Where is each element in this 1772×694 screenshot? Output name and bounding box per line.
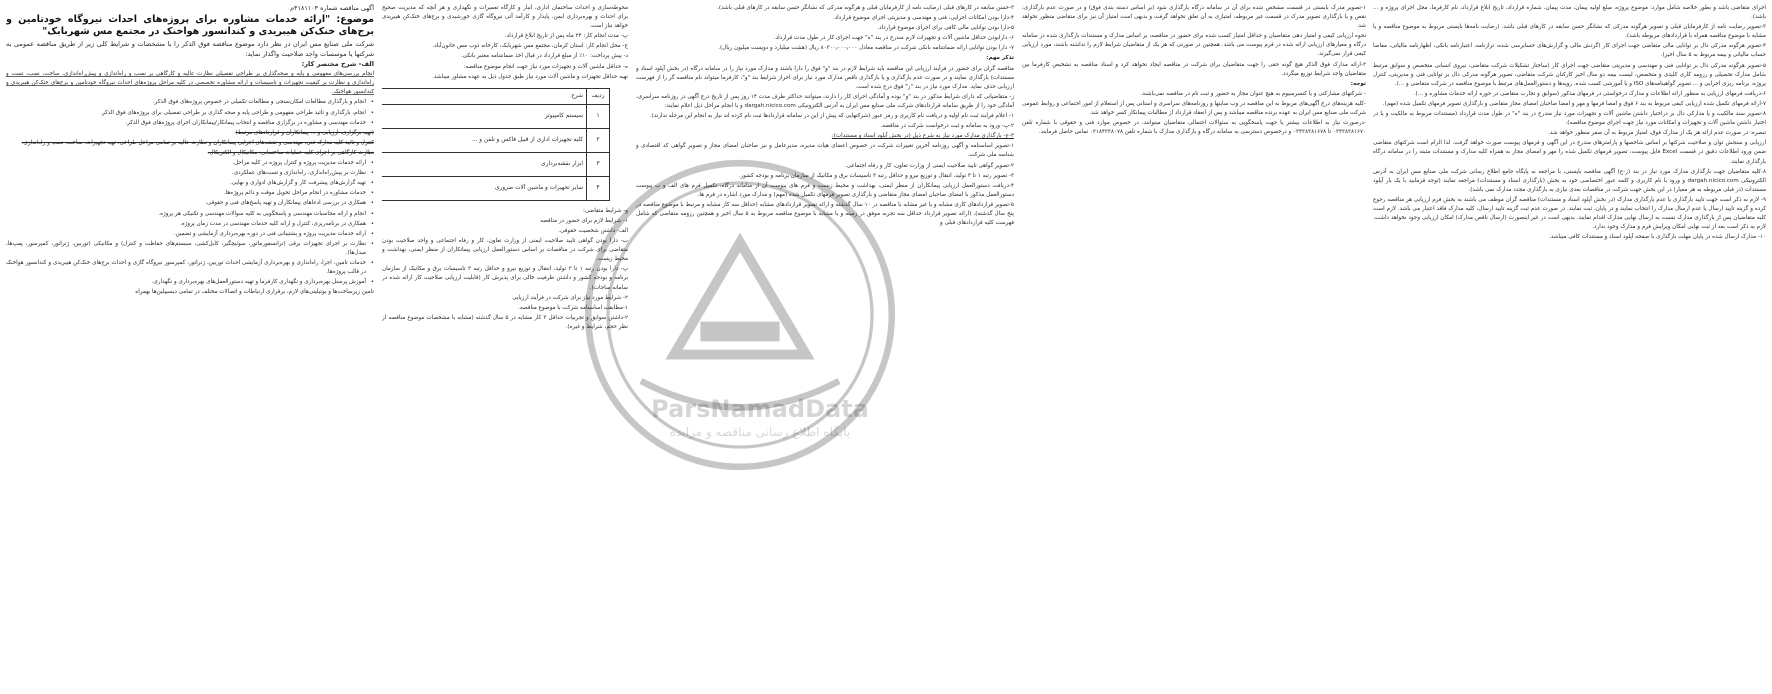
col4-para: تهیه حداقل تجهیزات و ماشین آلات مورد نیاز طبق جدول ذیل به عهده مشاور میباشد. (432, 73, 628, 80)
col4-para: ه- حداقل ماشین آلات و تجهیزات مورد نیاز جهت انجام موضوع مناقصه: (463, 63, 628, 70)
notice-title: موضوع: "ارائه خدمات مشاوره برای پروژه‌های احداث نیروگاه خودتامین و برج‌های خنک‌کن هیبریدی و کندانسور هواخنک در مجتمع مس شهربابک" (6, 14, 374, 38)
table-cell: ۲ (587, 128, 610, 152)
table-row (382, 176, 610, 200)
col4-para: ۲- شرایط مورد نیاز برای شرکت در فرآیند ارزیابی (512, 294, 628, 301)
col1-para: ۴-تصویر هرگونه مدرکی دال بر توانایی مالی متقاضی جهت اجرای کار (گردش مالی و گزارش‌های حسابرسی شده، ترازنامه، اعتبارنامه بانکی، اظهارنامه مالیاتی، مفاصا حساب مالیاتی و بیمه مربوط به ۵ سال اخیر). (1373, 43, 1766, 59)
col4-para: ۱- شرایط لازم برای حضور در مناقصه (540, 217, 628, 224)
list-item: • نظارت بر پیش‌راه‌اندازی، راه‌اندازی و تست‌های عملکردی. (6, 169, 374, 178)
table-cell: ۴ (587, 176, 610, 200)
list-item: • خدمات مشاوره در انجام مراحل تحویل موقت و دائم پروژه‌ها. (6, 189, 374, 198)
col1-para: ارزیابی و سنجش توان و صلاحیت شرکتها بر اساس شاخصها و پارامترهای مندرج در این آگهی و فرمهای پیوست صورت خواهد گرفت. لذا الزام است شرکتهای متقاضی ضمن ورود اطلاعات دقیق در قسمت Excel فایل پیوست، تصویر فرمهای تکمیل شده را مهر و امضای مجاز به همراه کلیه مدارک و مستندات مثبته را در سامانه درگاه بارگذاری نمایند. (1373, 140, 1766, 165)
col3-para: مناقصه گران برای حضور در فرآیند ارزیابی این مناقصه باید شرایط لازم در بند "و" فوق را دارا باشند و مدارک مورد نیاز را در سامانه درگاه (در بخش آپلود اسناد و مستندات) بارگذاری نمایند و در صورت عدم بارگذاری و یا بارگذاری ناقص مدارک مورد نیاز برای احراز شرایط بند "و"، کارفرما میتواند نام مناقصه گر را از فهرست ارزیابی حذف نماید. مدارک مورد نیاز در بند "ز" فوق درج شده است. (636, 65, 1014, 90)
list-item: • نظارت بر اجرای تجهیزات برقی (ترانسفورماتور، سوئیچگیر، کابل‌کشی، سیستم‌های حفاظت و کنترل) و مکانیکی (توربین، ژنراتور، کمپرسور، پمپ‌ها، مبدل‌ها). (6, 240, 374, 258)
table-cell: سایر تجهیزات و ماشین آلات ضروری (382, 176, 587, 200)
watermark-text: ParsNamadData (651, 395, 869, 423)
col1-para: ۶-دریافت فرمهای ارزیابی به منظور ارائه اطلاعات و مدارک درخواستی در فرمهای مذکور (سوابق و تجارب متقاضی در حوزه ارائه خدمات مشاوره و ...). (1413, 90, 1766, 97)
col4-para: د- پیش پرداخت: ۱۰٪ از مبلغ قرارداد در قبال اخذ ضمانتنامه معتبر بانکی. (460, 53, 628, 60)
list-item: • همکاری در برنامه‌ریزی، کنترل و ارائه کلیه خدمات مهندسی در مدت زمان پروژه. (6, 220, 374, 229)
col2-para: ۱-تصویر مدرک بایستی در قسمت مشخص شده برای آن در سامانه درگاه بارگذاری شود (بر اساس دسته بندی فوق) و در صورت عدم بارگذاری، نقص و یا بارگذاری تصویر مدرک در قسمت غیر مربوطه، امتیازی به آن تعلق نخواهد گرفت و بدیهی است امتیاز آن نیز برای متقاضی منظور نخواهد شد. (1022, 5, 1366, 30)
table-cell: کلیه تجهیزات اداری از قبیل فاکس و تلفن و ... (382, 128, 587, 152)
list-item: • آموزش پرسنل بهره‌برداری و نگهداری کارفرما و تهیه دستورالعمل‌های بهره‌برداری و نگهداری. (6, 278, 374, 287)
col3-para: ۳-ج- بارگذاری مدارک مورد نیاز به شرح ذیل (در بخش آپلود اسناد و مستندات): (831, 133, 1014, 140)
list-item: نظارت کارگاهی بر اجرای کلیه عملیات ساختمانی، مکانیکال و الکتریکال. (207, 149, 374, 156)
list-item: • خدمات تامین، اجرا، راه‌اندازی و بهره‌برداری آزمایشی احداث توربین، ژنراتور، کمپرسور نیروگاه گازی و احداث برج‌های خنک‌کن هیبریدی و کندانسور هواخنک در قالب پروژه‌ها. (6, 259, 374, 277)
col3-para: ز- متقاضیانی که دارای شرایط مذکور در بند "و" بوده و آمادگی اجرای کار را دارند، میتوانند حداکثر ظرف مدت ۱۴ روز پس از تاریخ درج آگهی در روزنامه سراسری، آمادگی خود را از طریق سامانه قراردادهای شرکت ملی صنایع مس ایران به آدرس الکترونیکی dargah.nicico.com و با انجام مراحل ذیل اعلام نمایند: (636, 93, 1014, 109)
col3-para: ۱- اعلام فرایند ثبت نام اولیه و دریافت نام کاربری و رمز عبور (شرکتهایی که پیش از این در سامانه قراردادها ثبت نام کرده اند نیاز به انجام این مرحله ندارند). (649, 113, 1014, 120)
col3-para: ۱-تصویر اساسنامه و آگهی روزنامه آخرین تغییرات شرکت در خصوص اعضای هیات مدیره، مدیرعامل و نیز صاحبان امضای مجاز و تصویر گواهی کد اقتصادی و شناسه ملی شرکت. (636, 143, 1014, 159)
col4-para: و- شرایط متقاضی: (583, 207, 628, 214)
col1-para: ۵-تصویر هرگونه مدرکی دال بر توانایی فنی و مهندسی و مدیریتی متقاضی جهت اجرای کار (ساختار تشکیلات شرکت متقاضی، نیروی انسانی متخصص و سوابق مرتبط شامل مدارک تحصیلی و رزومه کاری کلیدی و متخصص، لیست بیمه دو سال اخیر کارکنان شرکت متقاضی، تصویر هرگونه مدرکی دال بر توانایی فنی و مدیریتی، کنترل پروژه، برنامه ریزی اجرایی و ... تصویر گواهینامه‌های ISO و یا آموزشی کسب شده، رویه‌ها و دستورالعمل‌های مرتبط با موضوع مناقصه در شرکت متقاضی و ...). (1373, 62, 1766, 87)
col2-para: -کلیه هزینه‌های درج آگهی‌های مربوط به این مناقصه در وب سایتها و روزنامه‌های سراسری و استانی پس از استعلام از امور اجتماعی و روابط عمومی شرکت ملی صنایع مس ایران به عهده برنده مناقصه میباشد و پس از انعقاد قرارداد از مطالبات پیمانکار کسر خواهد شد. (1022, 100, 1366, 117)
col1-para: ۱۰- مدارک ارسال شده در پایان مهلت بارگذاری با صفحه آپلود اسناد و مستندات کافی میباشد. (1548, 234, 1766, 241)
table-cell: ۳ (587, 152, 610, 176)
col2-para: ۲-ارائه مدارک فوق الذکر هیچ گونه حقی را جهت متقاضیان برای شرکت در مناقصه ایجاد نخواهد کرد و اسناد مناقصه به تشخیص کارفرما بین متقاضیان واجد شرایط توزیع میگردد. (1022, 61, 1366, 77)
col3-para: ۶- دارابودن حداقل ماشین آلات و تجهیزات لازم مندرج در بند "ه" جهت اجرای کار در طول مدت قرارداد. (773, 35, 1014, 42)
list-item: • ارائه خدمات مدیریت پروژه و کنترل پروژه در کلیه مراحل. (6, 159, 374, 168)
col3-para: ۴-دارا بودن امکانات اجرایی، فنی و مهندسی و مدیریتی اجرای موضوع قرارداد. (832, 15, 1014, 22)
col3-para: ۲-پ- ورود به سامانه و ثبت درخواست شرکت در مناقصه. (880, 123, 1014, 130)
list-item: • انجام و ارائه مجاسبات مهندسی و پاسخگویی به کلیه سوالات مهندسی و تکنیکی هر پروژه. (6, 210, 374, 219)
col5-para: انجام بررسی‌های مفهومی و پایه و صحه‌گذاری بر طراحی تفصیلی نظارت عالیه و کارگاهی بر نصب و راه‌اندازی و پیش‌راه‌اندازی، ساخت، نصب، تست و راه‌اندازی و نظارت بر کیفیت تجهیزات و تاسیسات و ارائه مشاوره تخصصی در کلیه مراحل پروژه‌های احداث نیروگاه خودتامین و برج‌های خنک‌کن هیبریدی و کندانسور هواخنک. (6, 71, 374, 96)
table-header-row (382, 88, 610, 104)
col1-para: ۸-تصویر سند مالکیت و یا مدارکی دال بر دراختیار داشتن ماشین آلات و تجهیزات مورد نیاز مندرج در بند "ه" در طول مدت قرارداد (مستندات مربوط به مالکیت و یا در اختیار داشتن ماشین آلات و تجهیزات و امکانات مورد نیاز جهت اجرای موضوع مناقصه). (1373, 111, 1766, 127)
col3-para: ۴-دریافت دستورالعمل ارزیابی پیمانکاران از منظر ایمنی، بهداشت و محیط زیست و فرم های پیوست آن از سامانه درگاه، تکمیل فرم های الف و ب پیوست دستورالعمل مذکور با امضای صاحبان امضای مجاز متقاضی و بارگذاری تصویر فرمهای تکمیل شده (مهم) و مدارک مورد اشاره در فرم ها. (636, 182, 1014, 198)
column-4 (382, 4, 628, 690)
col1-para: ۳-تصویر رضایت نامه از کارفرمایان قبلی و تصویر هرگونه مدرکی که نشانگر حسن سابقه در کارهای قبلی باشد. (رضایت نامه‌ها بایستی مربوط به موضوع مناقصه و یا مشابه با موضوع مناقصه همراه با قراردادهای مربوطه باشد). (1373, 24, 1766, 40)
table-header-cell: شرح (382, 88, 587, 104)
col4-para: ج- محل انجام کار: استان کرمان، مجتمع مس شهربابک، کارخانه ذوب مس خاتون‌آباد. (432, 43, 628, 50)
col5-para: تامین زیرساخت‌ها و یوتیلیتی‌های لازم، برقراری ارتباطات و اتصالات مختلف در تمامی دیسیپلین‌ها بهمراه (135, 289, 374, 296)
col1-para: ۷-ارائه فرمهای تکمیل شده ارزیابی کیفی مربوط به بند ۶ فوق و امضا فرمها و مهر و امضا صاحبان امضای مجاز متقاضی و بارگذاری تصویر فرمهای تکمیل شده (مهم). (1382, 100, 1766, 107)
col3-para: ۷- دارا بودن توانایی ارائه ضمانتنامه بانکی شرکت در مناقصه معادل ۸۰۳۰۰٫۰۰۰٫۰۰۰ ریال (هشت میلیارد و دویست میلیون ریال). (718, 45, 1014, 52)
list-item: کنترل و تائید کلیه مدارک فنی، مهندسی و نقشه‌های اجرایی پیمانکاران و نظارت عالیه بر تمامی مراحل طراحی، تهیه تجهیزات، ساخت، نصب و راه‌اندازی. (21, 139, 374, 146)
col2-note-heading: توجه: (1350, 80, 1366, 87)
table-row (382, 104, 610, 128)
col4-para: ۲-داشتن سوابق و تجربیات حداقل ۳ کار مشابه در ۵ سال گذشته (مشابه با مشخصات موضوع مناقصه از نظر حجم، شرایط و غیره). (382, 314, 628, 330)
list-item: • همکاری در بررسی ادعاهای پیمانکاران و تهیه پاسخ‌های فنی و حقوقی. (6, 199, 374, 208)
list-item: (تهیه برگزاری، ارزیابی و ... پیمانکاران و قراردادهای مرتبط) (235, 129, 374, 136)
table-header-cell: ردیف (587, 88, 610, 104)
table-row (382, 152, 610, 176)
column-1 (1373, 4, 1766, 690)
col4-para: پ- مدت انجام کار: ۲۴ ماه پس از تاریخ ابلاغ قرارداد. (505, 33, 628, 40)
col4-para: ب- دارا بودن گواهی تایید صلاحیت ایمنی از وزارت تعاون، کار و رفاه اجتماعی و واجد صلاحیت بودن متقاضی برای شرکت در مناقصات بر اساس دستورالعمل ارزیابی پیمانکاران از منظر ایمنی، بهداشت و محیط زیست. (382, 238, 628, 263)
col4-para: ۱-مطابقت اساسنامه شرکت با موضوع مناقصه. (518, 304, 628, 311)
list-item: • ارائه خدمات مدیریت پروژه و پشتیبانی فنی در دوره بهره‌برداری آزمایشی و تضمین. (6, 230, 374, 239)
notice-number: آگهی مناقصه شماره ۴۱۸۱۱۰۳م (290, 4, 374, 12)
table-cell: ۱ (587, 104, 610, 128)
col3-para: ۳-حسن سابقه در کارهای قبلی (رضایت نامه از کارفرمایان قبلی و هرگونه مدرکی که نشانگر حسن سابقه در کارهای قبلی باشد). (717, 5, 1014, 11)
col3-note-heading: تذکر مهم: (986, 55, 1014, 62)
list-item: • تهیه گزارش‌های پیشرفت کار و گزارش‌های ادواری و نهایی. (6, 179, 374, 188)
list-item: • خدمات مهندسی و مشاوره در برگزاری مناقصه و انتخاب پیمانکار/پیمانکاران اجرای پروژه‌های فوق الذکر. (6, 119, 374, 128)
col1-para: تبصره: در صورت عدم ارائه هر یک از مدارک فوق، امتیاز مربوط به آن صفر منظور خواهد شد. (1548, 130, 1766, 137)
table-row (382, 128, 610, 152)
col4-para: الف- داشتن شخصیت حقوقی. (558, 227, 628, 234)
col4-para: محوطه‌سازی و احداث ساختمان اداری، انبار و کارگاه تعمیرات و نگهداری و هر آنچه که مدیریت صحیح برای احداث و بهره‌برداری ایمن، پایدار و کارآمد آتی نیروگاه گازی خورشیدی و برج‌های خنک‌کن هیبریدی خواهد نیاز است. (382, 5, 628, 30)
column-5 (6, 4, 374, 690)
section-a-heading: الف- شرح مختصر کار: (301, 60, 374, 69)
equipment-table (382, 88, 610, 201)
col2-para: - شرکتهای مشارکتی و یا کنسرسیوم به هیچ عنوان مجاز به حضور و ثبت نام در مناقصه نمی‌باشند. (1140, 90, 1366, 97)
col3-para: ۵-تصویر قراردادهای کاری مشابه و یا غیر مشابه با مناقصه در ۱۰ سال گذشته و ارائه تصویر قراردادهای مشابه (حداقل سه کار مشابه و مرتبط با موضوع مناقصه در پنج سال گذشته)، (ارائه تصویر قرارداد حداقل سه تجربه موفق در زمینه و یا مشابه با موضوع مناقصه مربوط به ۵ سال اخیر و همچنین رزومه متقاضی که شامل فهرست کلیه قراردادهای قبلی و (636, 201, 1014, 227)
column-2 (1022, 4, 1366, 690)
col3-para: ۳- تصویر رتبه ۱ تا ۳ تولید، انتقال و توزیع نیرو و حداقل رتبه ۳ تاسیسات برق و مکانیک از سازمان برنامه و بودجه کشور. (738, 172, 1014, 179)
col3-para: ۵-دارا بودن توانایی مالی کافی برای اجرای موضوع قرارداد. (877, 25, 1014, 32)
col2-para: -درصورت نیاز به اطلاعات بیشتر یا جهت پاسخگویی به سئوالات احتمالی متقاضیان میتوانند، در خصوص موارد فنی و حقوقی با شماره تلفن ۰۳۴۳۸۳۸۱۶۷۰ تا ۰۳۴۳۸۳۸۱۶۷۸ و درخصوص دسترسی به سامانه درگاه و بارگذاری مدارک با شماره تلفن ۰۲۱۸۴۲۳۸۰۷۸ تماس حاصل فرمایند. (1022, 120, 1366, 136)
list-item: • انجام، بارگذاری و تائید طراحی مفهومی و طراحی پایه و صحه گذاری بر طراحی تفصیلی برای پروژه‌های فوق الذکر. (6, 109, 374, 118)
col1-para: ۸-کلیه متقاضیان جهت بارگذاری مدارک مورد نیاز در بند (ز-ح) آگهی مناقصه بایستی، با مراجعه به پایگاه جامع اطلاع رسانی شرکت ملی صنایع مس ایران به آدرس الکترونیکی dargah.nicico.com و ورود با نام کاربری و کلمه عبور اختصاصی خود به بخش (بارگذاری اسناد و مستندات) مراجعه نمایند (توجه فرمایید با یک بار آپلود مستندات (در قبلی مربوطه به هر معیار) در این بخش جهت شرکت در مناقصات بعدی نیازی به بارگذاری مجدد مدارک نمی باشد). (1373, 168, 1766, 193)
col2-para: نحوه ارزیابی کیفی و امتیاز دهی متقاضیان و حداقل امتیاز کسب شده برای حضور در مناقصه، بر اساس مدارک و مستندات بارگذاری شده در سامانه درگاه و معیارهای ارزیابی ارائه شده در فرم پیوست می باشد. همچنین در صورتی که هر یک از متقاضیان شرایط لازم را نداشته باشند، مورد ارزیابی کیفی قرار نمی‌گیرند. (1022, 33, 1366, 58)
col1-para: اجرای متقاضی باشد و بطور خلاصه شامل موارد: موضوع پروژه، مبلغ اولیه پیمان، مدت پیمان، شماره قرارداد، تاریخ ابلاغ قرارداد، نام کارفرما، محل اجرای پروژه و ... باشد). (1373, 5, 1766, 21)
watermark-subtext: پایگاه اطلاع رسانی مناقصه و مزایده (669, 425, 851, 439)
list-item: • انجام و بارگذاری مطالعات امکان‌سنجی و مطالعات تکمیلی در خصوص پروژه‌های فوق الذکر. (6, 98, 374, 107)
col3-para: ۲-تصویر گواهی تایید صلاحیت ایمنی از وزارت تعاون، کار و رفاه اجتماعی. (844, 162, 1014, 169)
table-cell: ابزار نقشه‌برداری (382, 152, 587, 176)
col4-para: پ- دارا بودن رتبه ۱ تا ۳ تولید، انتقال و توزیع نیرو و حداقل رتبه ۳ تاسیسات برق و مکانیک از سازمان برنامه و بودجه کشور و داشتن ظرفیت خالی برای پذیرش کار (قابلیت ارزیابی صلاحیت کار ارائه شده در سامانه ساجات). (382, 266, 628, 291)
table-cell: سیستم کامپیوتر (382, 104, 587, 128)
column-3 (636, 4, 1014, 690)
col1-para: ۹- لازم به ذکر است جهت تایید بارگذاری یا عدم بارگذاری مدارک (در بخش آپلود اسناد و مستندات) مناقصه گران موظف می باشند به بخش فرم ارزیابی هر مناقصه رجوع کرده و گزینه تایید ارسال یا عدم ارسال مدارک را انتخاب نمایند و در پایان، ثبت نمایند. در صورت عدم ثبت گزینه تایید ارسال، کلیه مدارک فاقد اعتبار می باشد. لازم است کلیه متقاضیان پس از بارگذاری مدارک نسبت به ارسال نهایی مدارک اقدام نمایند. بدیهی است در غیر اینصورت (ارسال ناقص مدارک) امکان ارزیابی وجود نخواهد داشت. لازم به ذکر است بعد از ثبت نهایی امکان ویرایش فرم و مدارک وجود ندارد. (1373, 196, 1766, 231)
notice-intro: شرکت ملی صنایع مس ایران در نظر دارد موضوع مناقصه فوق الذکر را با مشخصات و شرایط کلی زیر از طریق مناقصه عمومی به شرکتها یا موسسات واجد صلاحیت واگذار نماید: (6, 40, 374, 59)
